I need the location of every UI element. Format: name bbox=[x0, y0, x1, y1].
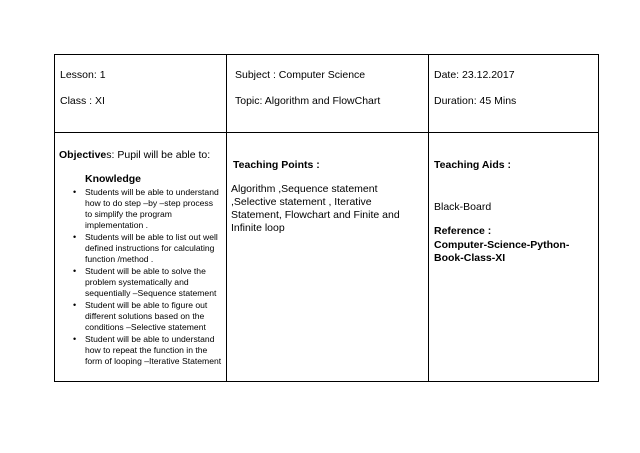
list-item: • Student will be able to solve the problem systematically and sequentially –Sequence statement bbox=[85, 266, 226, 299]
lesson-class-cell bbox=[55, 55, 227, 133]
list-item: • Students will be able to list out well defined instructions for calculating function /method . bbox=[85, 232, 226, 265]
list-item: • Students will be able to understand how to do step –by –step process to simplify the program implementation . bbox=[85, 187, 226, 231]
objectives-list bbox=[55, 187, 226, 367]
objectives-heading-rest: s: Pupil will be able to: bbox=[106, 149, 211, 161]
teaching-aids-heading: Teaching Aids : bbox=[434, 159, 512, 171]
content-row bbox=[55, 133, 599, 382]
list-item: • Student will be able to understand how to repeat the function in the form of looping –Iterative Statement bbox=[85, 334, 226, 367]
teaching-points-cell bbox=[227, 133, 429, 382]
lesson-plan-table bbox=[54, 54, 599, 382]
date-duration-cell bbox=[429, 55, 599, 133]
header-row bbox=[55, 55, 599, 133]
reference-label: Reference : bbox=[434, 225, 492, 237]
duration: Duration: 45 Mins bbox=[434, 95, 517, 107]
subject: Subject : Computer Science bbox=[235, 69, 366, 81]
reference-value: Computer-Science-Python-Book-Class-XI bbox=[434, 239, 570, 264]
lesson-number: Lesson: 1 bbox=[60, 69, 106, 81]
objectives-heading-bold: Objective bbox=[59, 149, 107, 161]
teaching-aid-item: Black-Board bbox=[434, 201, 492, 213]
teaching-points-body: Algorithm ,Sequence statement ,Selective statement , Iterative Statement, Flowchart and Finite and Infinite loop bbox=[231, 183, 400, 234]
objectives-heading bbox=[59, 149, 226, 161]
date: Date: 23.12.2017 bbox=[434, 69, 515, 81]
teaching-points-heading: Teaching Points : bbox=[233, 159, 320, 171]
class-level: Class : XI bbox=[60, 95, 105, 107]
topic: Topic: Algorithm and FlowChart bbox=[235, 95, 381, 107]
teaching-aids-cell bbox=[429, 133, 599, 382]
objectives-cell bbox=[55, 133, 227, 382]
subject-topic-cell bbox=[227, 55, 429, 133]
list-item: • Student will be able to figure out different solutions based on the conditions –Selective statement bbox=[85, 300, 226, 333]
knowledge-subheading: Knowledge bbox=[85, 173, 142, 185]
